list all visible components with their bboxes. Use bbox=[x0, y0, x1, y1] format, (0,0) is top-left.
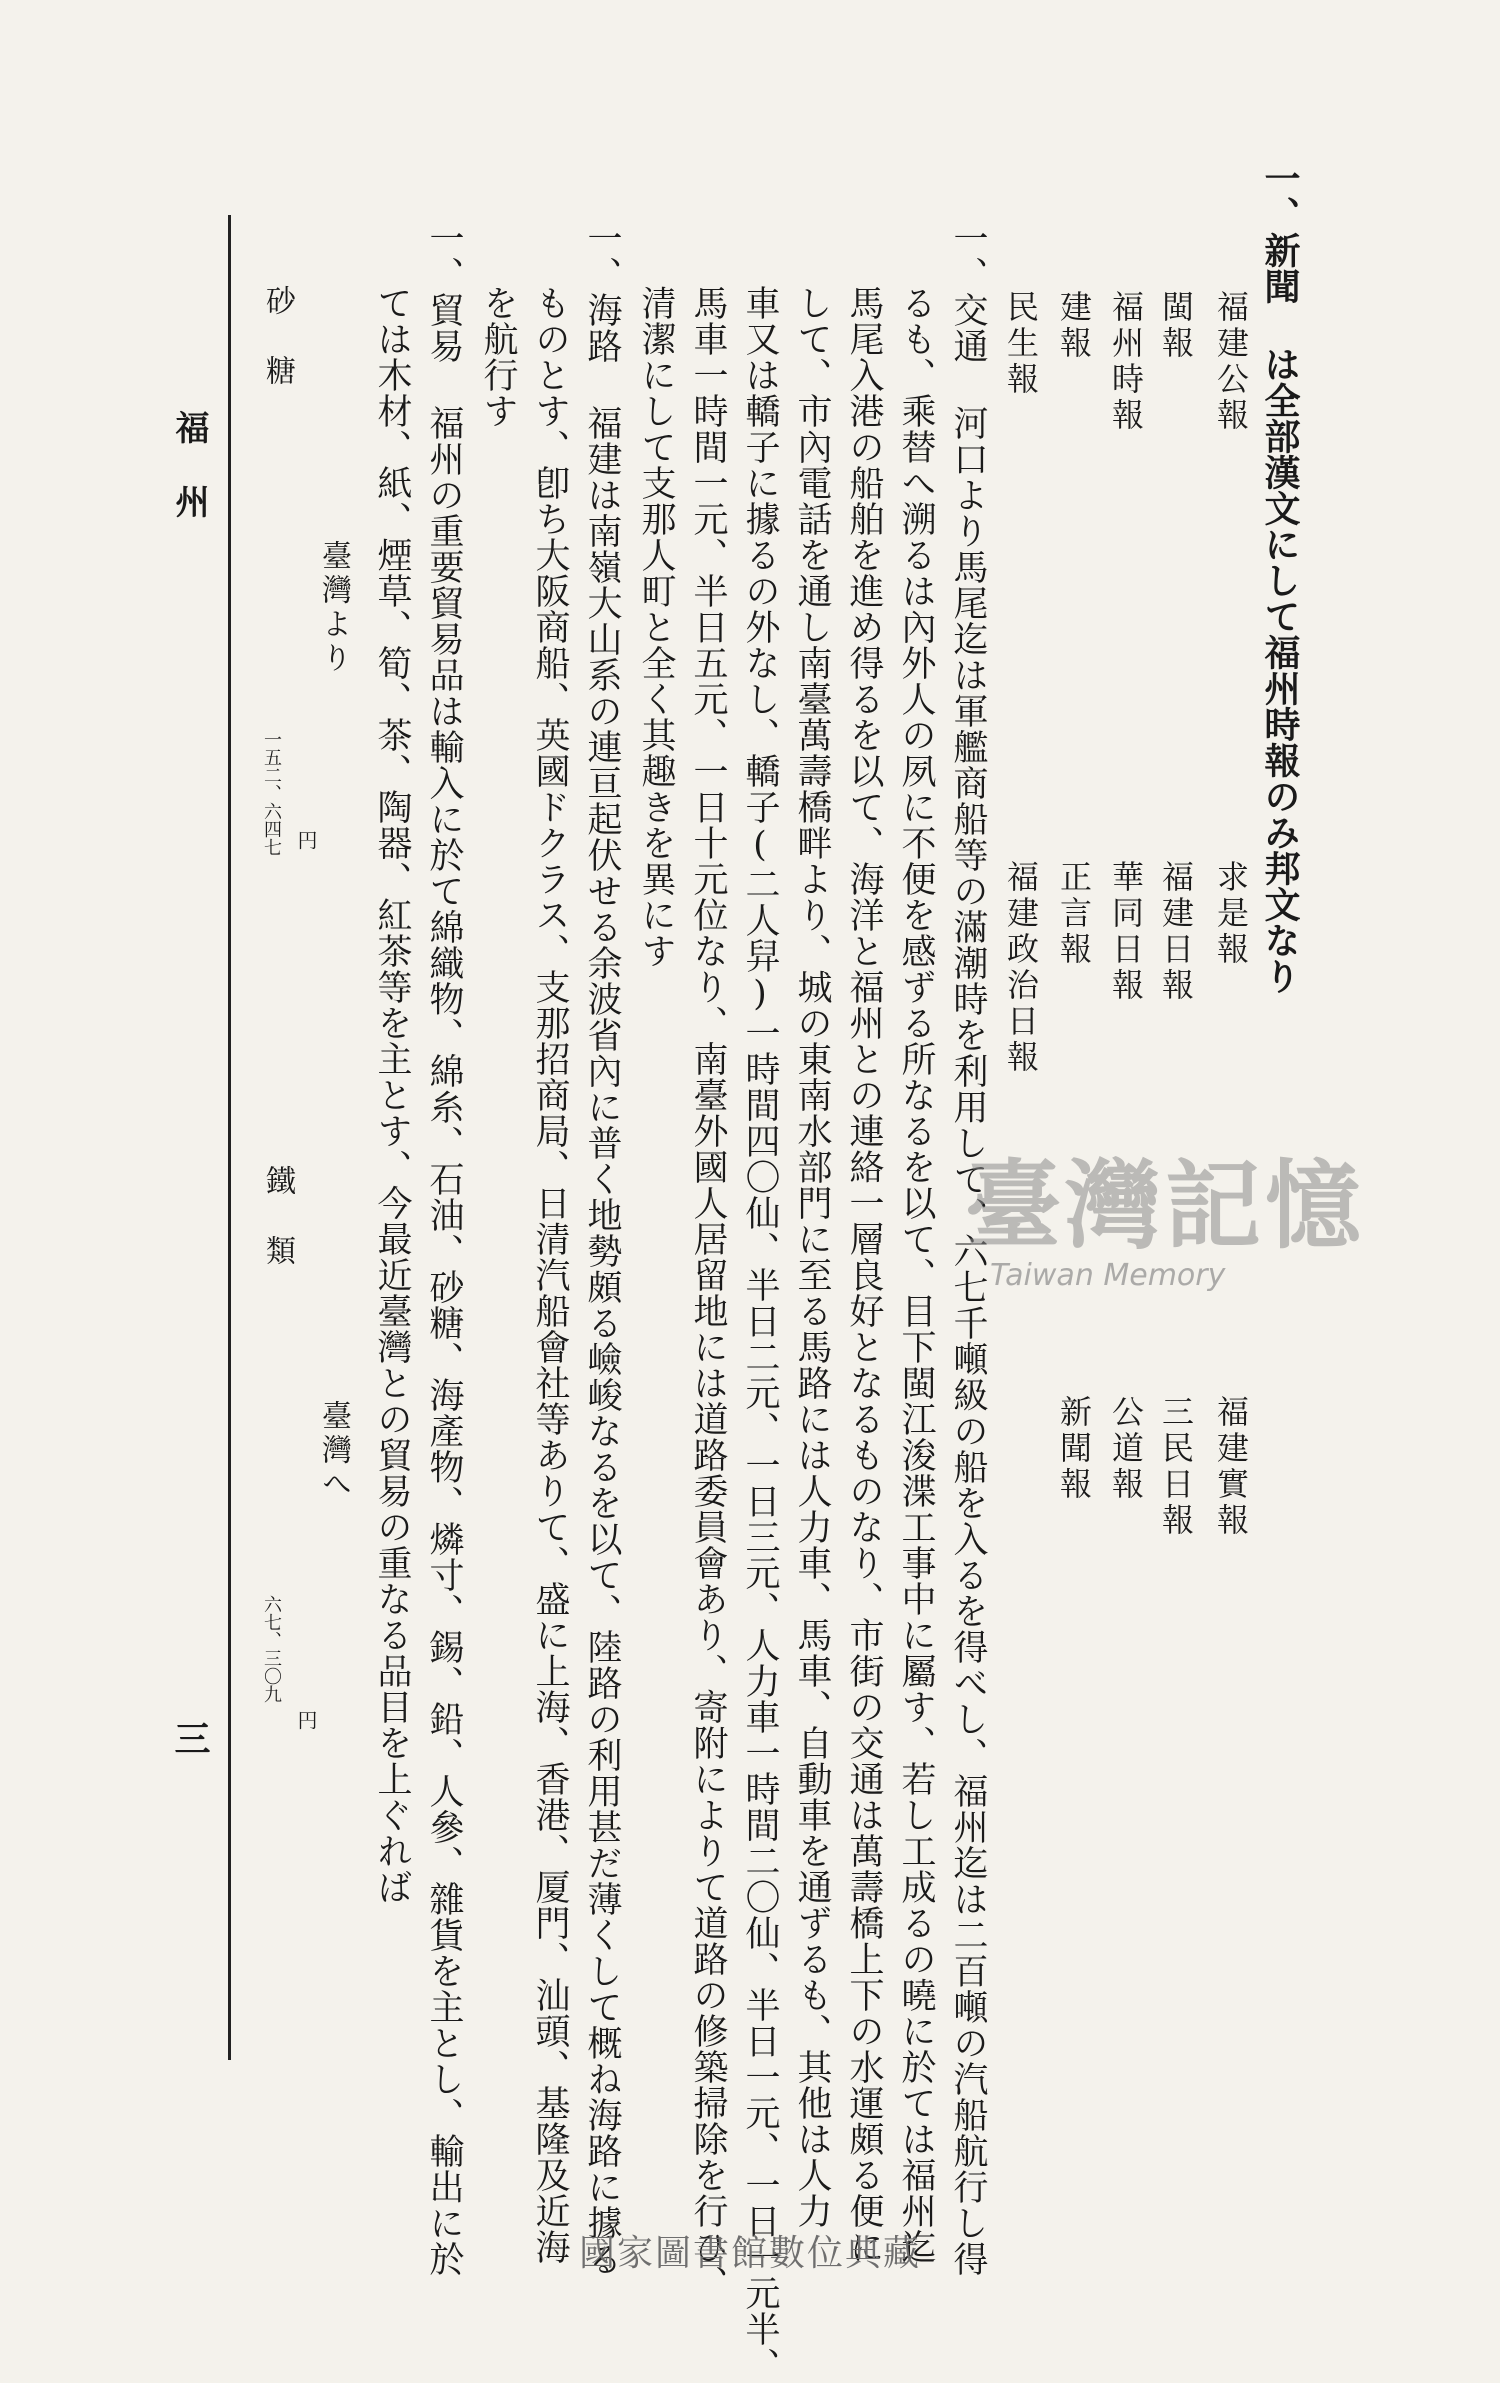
newspaper-entry: 三民日報 bbox=[1157, 1395, 1195, 1539]
trade-item: 砂糖 bbox=[260, 285, 295, 425]
trade-line: 一、貿易 福州の重要貿易品は輸入に於て綿織物、綿糸、石油、砂糖、海產物、燐寸、錫、鉛、人參、雜貨を主とし、輸出に於 bbox=[424, 220, 464, 2277]
newspaper-entry: 閩報 bbox=[1157, 290, 1195, 362]
page-number: 三 bbox=[169, 1720, 211, 1756]
newspaper-entry: 福建實報 bbox=[1212, 1395, 1250, 1539]
newspapers-heading: 一、新聞 は全部漢文にして福州時報のみ邦文なり bbox=[1259, 160, 1301, 994]
traffic-line: 清潔にして支那人町と全く其趣きを異にす bbox=[636, 285, 676, 969]
newspaper-entry: 公道報 bbox=[1107, 1395, 1145, 1503]
from-taiwan-label: 臺灣より bbox=[316, 540, 351, 676]
newspaper-entry: 福建公報 bbox=[1212, 290, 1250, 434]
watermark-title: 臺灣記憶 bbox=[965, 1149, 1365, 1262]
trade-amount: 六七、三〇九 bbox=[261, 1595, 282, 1703]
traffic-line: 車又は轎子に據るの外なし、轎子(二人舁)一時間四〇仙、半日二元、一日三元、人力車一時間二〇仙、半日一元、一日一元半、 bbox=[740, 285, 780, 2383]
traffic-line: るも、乘替へ溯るは內外人の夙に不便を感ずる所なるを以て、目下閩江浚渫工事中に屬す、若し工成るの曉に於ては福州迄 bbox=[896, 285, 936, 2265]
trade-item: 鐵類 bbox=[260, 1165, 295, 1305]
newspaper-entry: 正言報 bbox=[1055, 860, 1093, 968]
traffic-line: 一、交通 河口より馬尾迄は軍艦商船等の滿潮時を利用して、六七千噸級の船を入るを得べし、福州迄は二百噸の汽船航行し得 bbox=[948, 220, 988, 2277]
traffic-line: 馬尾入港の船舶を進め得るを以て、海洋と福州との連絡一層良好となるものなり、市街の交通は萬壽橋上下の水運頗る便に bbox=[844, 285, 884, 2265]
unit-label: 円 bbox=[294, 1710, 318, 1734]
margin-rule bbox=[228, 215, 231, 2060]
to-taiwan-label: 臺灣へ bbox=[316, 1400, 351, 1502]
traffic-line: して、市內電話を通し南臺萬壽橋畔より、城の東南水部門に至る馬路には人力車、馬車、自動車を通ずるも、其他は人力 bbox=[792, 285, 832, 2229]
newspaper-entry: 建報 bbox=[1055, 290, 1093, 362]
library-footer: 國家圖書館數位典藏 bbox=[578, 2233, 921, 2274]
watermark-subtitle: Taiwan Memory bbox=[990, 1258, 1226, 1293]
trade-line: ては木材、紙、煙草、筍、茶、陶器、紅茶等を主とす、今最近臺灣との貿易の重なる品目を上ぐれば bbox=[372, 285, 412, 1905]
sea-route-line: を航行す bbox=[478, 285, 518, 429]
sea-route-line: ものとす、卽ち大阪商船、英國ドクラス、支那招商局、日清汽船會社等ありて、盛に上海、香港、厦門、汕頭、基隆及近海 bbox=[530, 285, 570, 2265]
newspaper-entry: 新聞報 bbox=[1055, 1395, 1093, 1503]
unit-label: 円 bbox=[294, 830, 318, 854]
sea-route-line: 一、海路 福建は南嶺大山系の連亘起伏せる余波省內に普く地勢頗る嶮峻なるを以て、陸路の利用甚だ薄くして概ね海路に據る bbox=[582, 220, 622, 2277]
newspaper-entry: 福建政治日報 bbox=[1002, 860, 1040, 1076]
newspaper-entry: 華同日報 bbox=[1107, 860, 1145, 1004]
trade-amount: 一五二、六四七 bbox=[261, 730, 282, 856]
newspaper-entry: 求是報 bbox=[1212, 860, 1250, 968]
running-head: 福州 bbox=[169, 410, 209, 558]
traffic-line: 馬車一時間一元、半日五元、一日十元位なり、南臺外國人居留地には道路委員會あり、寄附によりて道路の修築掃除を行ひ、 bbox=[688, 285, 728, 2301]
newspaper-entry: 民生報 bbox=[1002, 290, 1040, 398]
newspaper-entry: 福建日報 bbox=[1157, 860, 1195, 1004]
newspaper-entry: 福州時報 bbox=[1107, 290, 1145, 434]
